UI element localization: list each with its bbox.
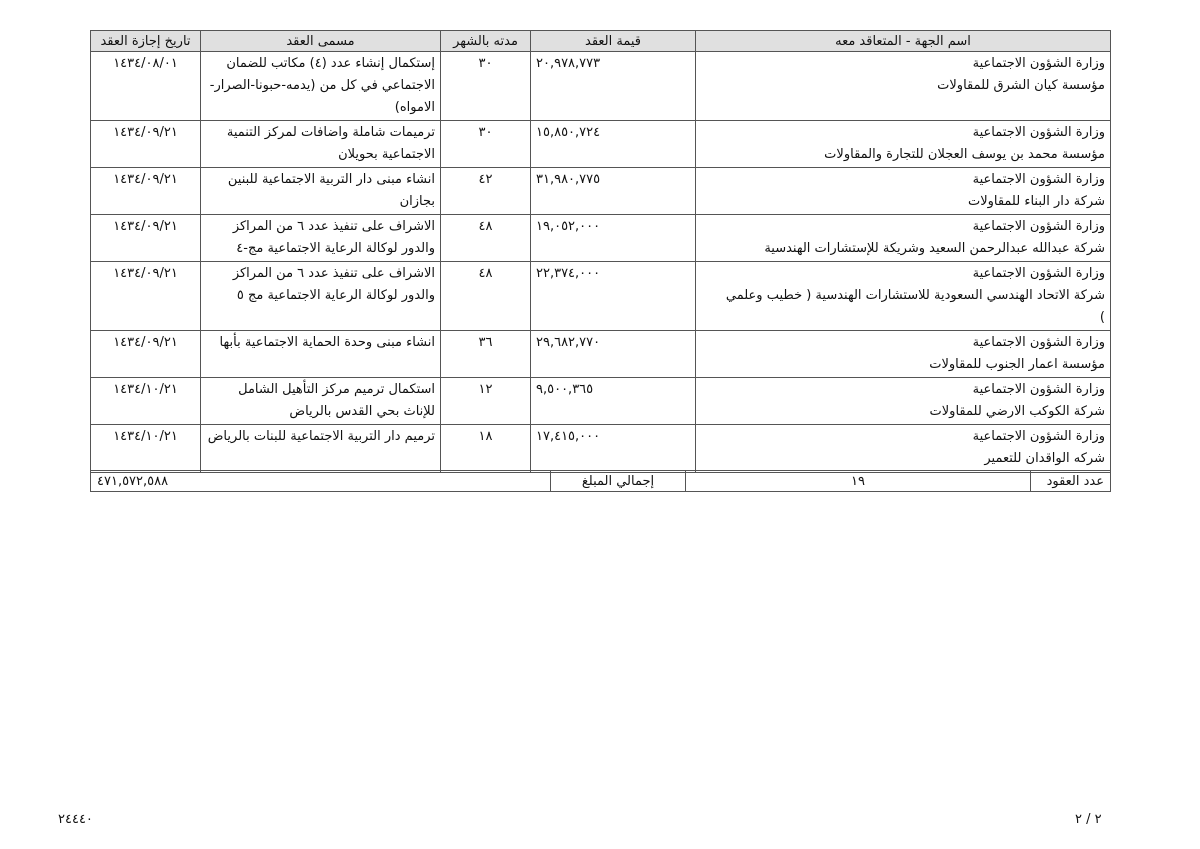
party-line: شركة عبدالله عبدالرحمن السعيد وشريكة للإستشارات الهندسية — [764, 241, 1105, 256]
cell-contract-name — [201, 262, 441, 331]
contract-name-text: ترميمات شاملة واضافات لمركز التنمية الاجتماعية بحويلان — [226, 125, 435, 162]
cell-value: ٢٩,٦٨٢,٧٧٠ — [531, 331, 696, 378]
document-number: ٢٤٤٤٠ — [58, 812, 93, 827]
header-value: قيمة العقد — [531, 31, 696, 52]
party-line: شركة الاتحاد الهندسي السعودية للاستشارات الهندسية ( خطيب وعلمي — [725, 288, 1105, 303]
cell-party — [696, 121, 1111, 168]
cell-approval-date: ١٤٣٤/٠٩/٢١ — [91, 262, 201, 331]
party-line: شركه الواقدان للتعمير — [984, 451, 1105, 466]
party-line: مؤسسة كيان الشرق للمقاولات — [937, 78, 1105, 93]
cell-contract-name — [201, 425, 441, 473]
cell-approval-date: ١٤٣٤/٠٩/٢١ — [91, 215, 201, 262]
table-row — [91, 215, 1111, 262]
header-approval-date: تاريخ إجازة العقد — [91, 31, 201, 52]
cell-approval-date: ١٤٣٤/٠٩/٢١ — [91, 121, 201, 168]
cell-months: ٣٦ — [441, 331, 531, 378]
table-row — [91, 52, 1111, 121]
contracts-count-value: ١٩ — [686, 471, 1031, 492]
cell-contract-name — [201, 331, 441, 378]
contract-name-text: ترميم دار التربية الاجتماعية للبنات بالرياض — [207, 429, 435, 444]
cell-approval-date: ١٤٣٤/١٠/٢١ — [91, 378, 201, 425]
cell-party — [696, 425, 1111, 473]
cell-contract-name — [201, 52, 441, 121]
cell-party — [696, 168, 1111, 215]
contract-name-text: الاشراف على تنفيذ عدد ٦ من المراكز والدور لوكالة الرعاية الاجتماعية مج-٤ — [232, 219, 435, 256]
summary-row — [91, 471, 1111, 492]
contract-name-text: استكمال ترميم مركز التأهيل الشامل للإناث بحي القدس بالرياض — [238, 382, 435, 419]
cell-approval-date: ١٤٣٤/٠٩/٢١ — [91, 168, 201, 215]
contract-name-text: انشاء مبنى دار التربية الاجتماعية للبنين بجازان — [227, 172, 435, 209]
party-line: شركة دار البناء للمقاولات — [967, 194, 1105, 209]
party-line: وزارة الشؤون الاجتماعية — [972, 429, 1105, 444]
cell-party — [696, 331, 1111, 378]
contracts-count-label: عدد العقود — [1031, 471, 1111, 492]
table-header-row — [91, 31, 1111, 52]
cell-party — [696, 215, 1111, 262]
cell-months: ٤٨ — [441, 262, 531, 331]
contracts-table — [90, 30, 1111, 473]
cell-approval-date: ١٤٣٤/١٠/٢١ — [91, 425, 201, 473]
table-row — [91, 168, 1111, 215]
party-line: وزارة الشؤون الاجتماعية — [972, 172, 1105, 187]
cell-months: ٣٠ — [441, 121, 531, 168]
cell-contract-name — [201, 215, 441, 262]
party-line: وزارة الشؤون الاجتماعية — [972, 335, 1105, 350]
cell-value: ١٩,٠٥٢,٠٠٠ — [531, 215, 696, 262]
contract-name-text: إستكمال إنشاء عدد (٤) مكاتب للضمان الاجتماعي في كل من (يدمه-حبونا-الصرار-الامواه) — [209, 56, 435, 115]
party-line: وزارة الشؤون الاجتماعية — [972, 125, 1105, 140]
cell-contract-name — [201, 121, 441, 168]
cell-value: ٢٢,٣٧٤,٠٠٠ — [531, 262, 696, 331]
header-months: مدته بالشهر — [441, 31, 531, 52]
cell-party — [696, 378, 1111, 425]
cell-months: ٣٠ — [441, 52, 531, 121]
cell-months: ٤٢ — [441, 168, 531, 215]
party-line: وزارة الشؤون الاجتماعية — [972, 382, 1105, 397]
table-row — [91, 121, 1111, 168]
cell-months: ١٨ — [441, 425, 531, 473]
cell-contract-name — [201, 378, 441, 425]
cell-party — [696, 262, 1111, 331]
cell-months: ١٢ — [441, 378, 531, 425]
party-line: وزارة الشؤون الاجتماعية — [972, 219, 1105, 234]
party-line: مؤسسة محمد بن يوسف العجلان للتجارة والمقاولات — [824, 147, 1105, 162]
cell-value: ١٥,٨٥٠,٧٢٤ — [531, 121, 696, 168]
table-row — [91, 262, 1111, 331]
total-amount-value: ٤٧١,٥٧٢,٥٨٨ — [91, 471, 551, 492]
page-number: ٢ / ٢ — [1075, 812, 1102, 827]
party-line: شركة الكوكب الارضي للمقاولات — [929, 404, 1105, 419]
cell-party — [696, 52, 1111, 121]
cell-value: ٣١,٩٨٠,٧٧٥ — [531, 168, 696, 215]
table-row — [91, 378, 1111, 425]
table-row — [91, 331, 1111, 378]
cell-approval-date: ١٤٣٤/٠٨/٠١ — [91, 52, 201, 121]
cell-months: ٤٨ — [441, 215, 531, 262]
party-line: وزارة الشؤون الاجتماعية — [972, 56, 1105, 71]
cell-value: ٩,٥٠٠,٣٦٥ — [531, 378, 696, 425]
table-row — [91, 425, 1111, 473]
cell-approval-date: ١٤٣٤/٠٩/٢١ — [91, 331, 201, 378]
party-line: مؤسسة اعمار الجنوب للمقاولات — [929, 357, 1105, 372]
contract-name-text: الاشراف على تنفيذ عدد ٦ من المراكز والدور لوكالة الرعاية الاجتماعية مج ٥ — [232, 266, 435, 303]
cell-contract-name — [201, 168, 441, 215]
cell-value: ١٧,٤١٥,٠٠٠ — [531, 425, 696, 473]
contract-name-text: انشاء مبنى وحدة الحماية الاجتماعية بأبها — [219, 335, 435, 350]
party-line: ) — [1099, 310, 1105, 325]
summary-table — [90, 470, 1111, 492]
header-contract-name: مسمى العقد — [201, 31, 441, 52]
total-amount-label: إجمالي المبلغ — [551, 471, 686, 492]
header-party: اسم الجهة - المتعاقد معه — [696, 31, 1111, 52]
party-line: وزارة الشؤون الاجتماعية — [972, 266, 1105, 281]
cell-value: ٢٠,٩٧٨,٧٧٣ — [531, 52, 696, 121]
